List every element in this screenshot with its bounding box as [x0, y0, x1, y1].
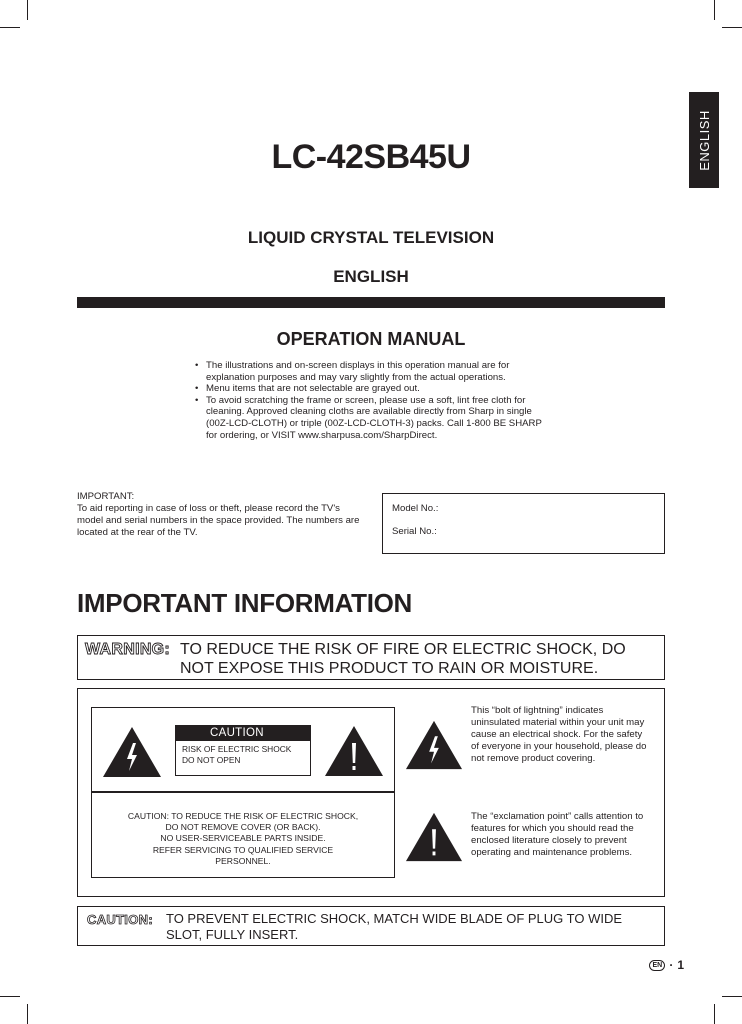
crop-mark [0, 27, 20, 28]
warning-box [77, 635, 665, 680]
page-number-value: 1 [677, 958, 684, 972]
model-no-label: Model No.: [392, 503, 439, 514]
language-side-tab-label: ENGLISH [696, 109, 712, 171]
caution-label-graphic [91, 707, 395, 792]
crop-mark [714, 1004, 715, 1024]
caution-text: TO PREVENT ELECTRIC SHOCK, MATCH WIDE BLADE OF PLUG TO WIDE SLOT, FULLY INSERT. [166, 911, 623, 942]
caution-label-notice [91, 792, 395, 878]
important-heading: IMPORTANT: [77, 491, 135, 502]
exclamation-description: The “exclamation point” calls attention to features for which you should read the enclosed literature closely to prevent operating and maintenance problems. [471, 811, 644, 858]
lightning-warning-icon [102, 726, 162, 778]
note-item: • To avoid scratching the frame or screen, please use a soft, lint free cloth for cleaning. Approved cleaning cloths are available directly from Sharp in single (00Z-LCD-CLOTH) or triple (00Z-LCD-CLOTH-3) packs. Call 1-800 BE SHARP for ordering, or VISIT www.sharpusa.com/SharpDirect. [194, 395, 552, 441]
language-badge: EN [649, 960, 665, 971]
section-title: IMPORTANT INFORMATION [77, 588, 413, 618]
caution-label: CAUTION: [87, 912, 153, 927]
crop-mark [722, 996, 742, 997]
lightning-warning-icon [405, 719, 463, 771]
important-text: To aid reporting in case of loss or theft, please record the TV's model and serial numbers in the space provided. The numbers are located at the rear of the TV. [77, 503, 360, 538]
caution-box [77, 906, 665, 946]
crop-mark [27, 0, 28, 20]
language-heading: ENGLISH [333, 267, 409, 286]
manual-title: OPERATION MANUAL [276, 329, 466, 349]
notes-list [194, 360, 552, 441]
serial-no-label: Serial No.: [392, 526, 437, 537]
product-name: LIQUID CRYSTAL TELEVISION [247, 228, 495, 247]
page-separator: · [669, 958, 674, 972]
warning-label: WARNING: [85, 641, 171, 658]
exclamation-warning-icon [324, 725, 384, 777]
caution-plate [175, 725, 311, 776]
caution-plate-title: CAUTION [176, 726, 310, 741]
record-box [382, 493, 665, 554]
crop-mark [714, 0, 715, 20]
lightning-description: This “bolt of lightning” indicates uninsulated material within your unit may cause an electrical shock. For the safety of everyone in your household, please do not remove product covering. [471, 705, 647, 764]
crop-mark [27, 1004, 28, 1024]
warning-text: TO REDUCE THE RISK OF FIRE OR ELECTRIC SHOCK, DO NOT EXPOSE THIS PRODUCT TO RAIN OR MOISTURE. [180, 641, 626, 677]
crop-mark [0, 996, 20, 997]
divider-bar [77, 297, 665, 308]
model-number: LC-42SB45U [271, 138, 471, 176]
caution-label-notice-text: CAUTION: TO REDUCE THE RISK OF ELECTRIC SHOCK, DO NOT REMOVE COVER (OR BACK). NO USER-SERVICEABLE PARTS INSIDE. REFER SERVICING TO QUALIFIED SERVICE PERSONNEL. [127, 811, 359, 866]
note-item: • Menu items that are not selectable are grayed out. [194, 383, 552, 395]
exclamation-warning-icon [405, 811, 463, 863]
crop-mark [722, 27, 742, 28]
note-item: • The illustrations and on-screen displays in this operation manual are for explanation purposes and may vary slightly from the actual operations. [194, 360, 552, 383]
important-note [77, 491, 362, 539]
page-number [649, 958, 684, 972]
safety-info-box [77, 688, 665, 897]
caution-plate-text: RISK OF ELECTRIC SHOCK DO NOT OPEN [182, 744, 292, 765]
